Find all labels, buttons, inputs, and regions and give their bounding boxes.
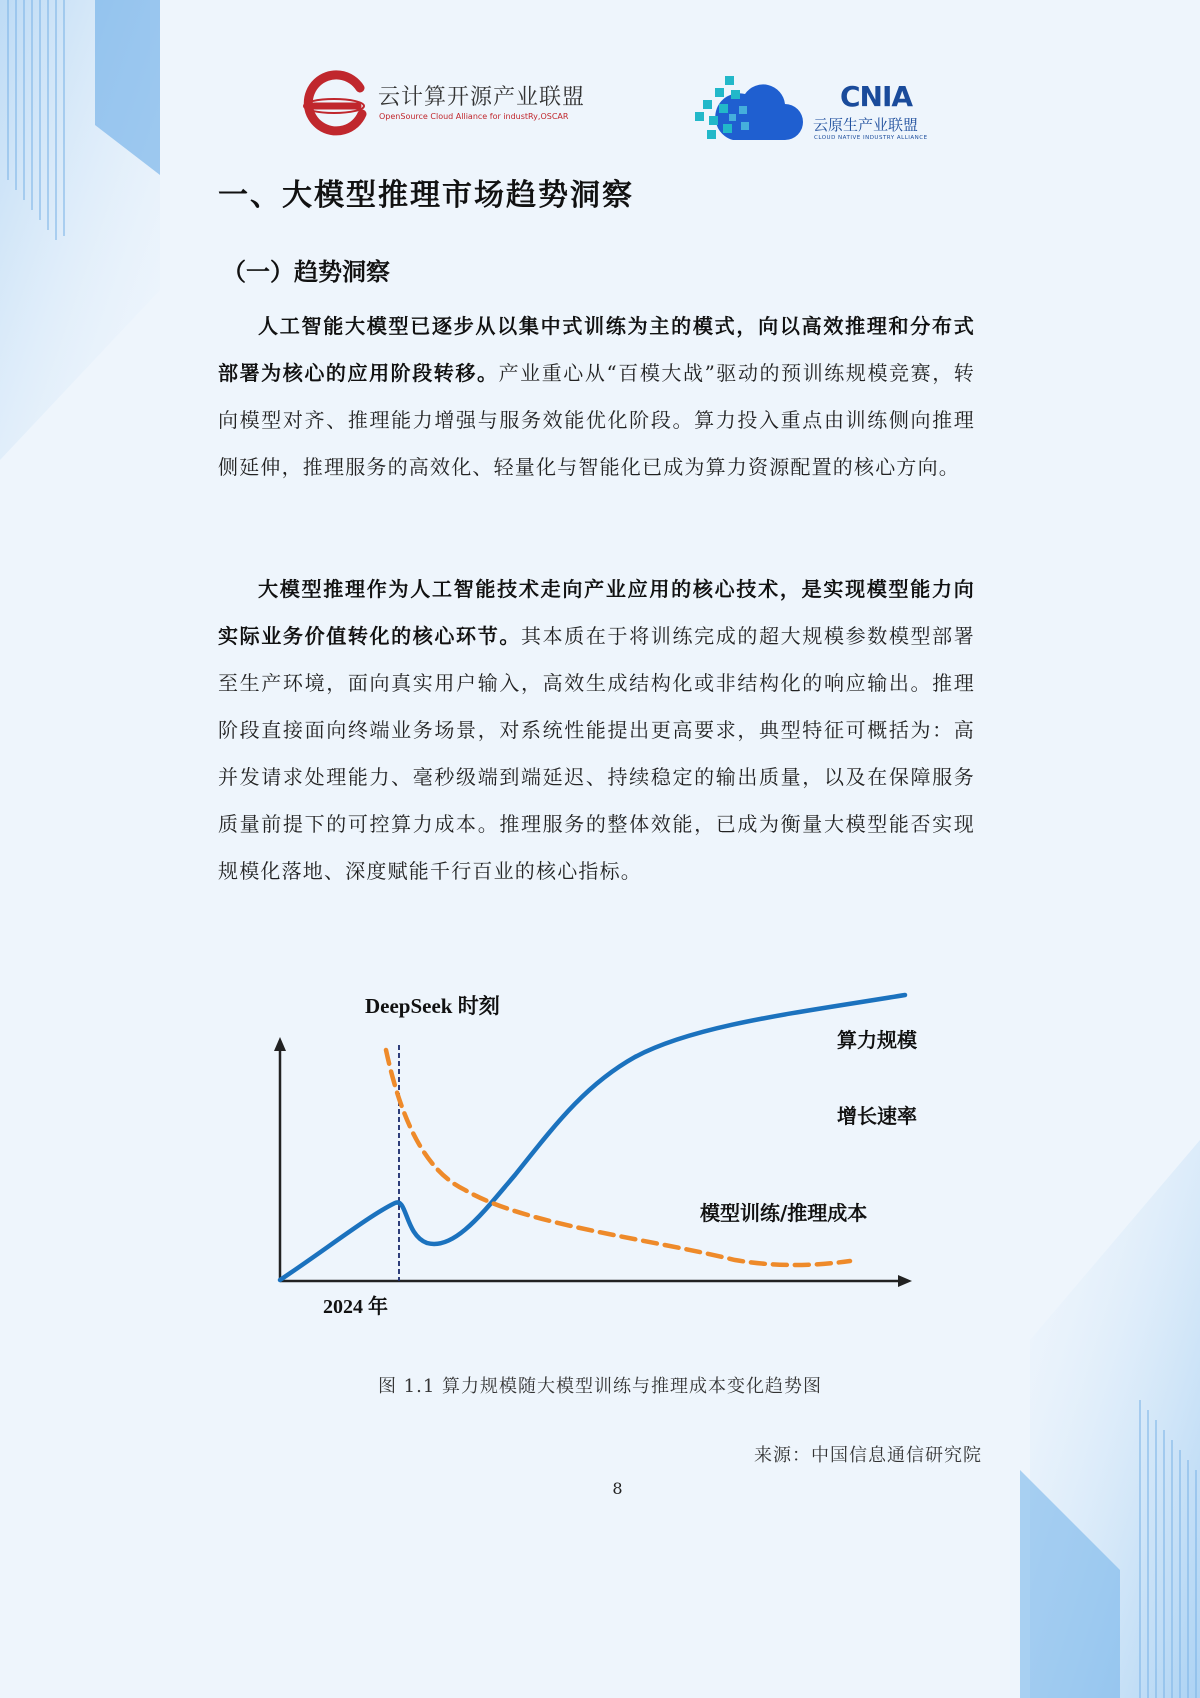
year-label: 2024 年	[323, 1296, 388, 1318]
y-axis-arrow-icon	[274, 1037, 286, 1051]
deepseek-moment-label: DeepSeek 时刻	[365, 994, 500, 1018]
oscar-logo	[300, 68, 620, 140]
oscar-logo-text: 云计算开源产业联盟	[378, 85, 586, 110]
cnia-logo-subtext: CLOUD NATIVE INDUSTRY ALLIANCE	[814, 135, 928, 141]
cloud-pixel-icon	[693, 72, 803, 144]
trend-diagram	[255, 975, 955, 1325]
paragraph-1-body: 产业重心从“百模大战”驱动的预训练规模竞赛，转向模型对齐、推理能力增强与服务效能优化阶段。算力投入重点由训练侧向推理侧延伸，推理服务的高效化、轻量化与智能化已成为算力资源配置的核心方向。	[218, 361, 975, 479]
paragraph-1-lead: 人工智能大模型已逐步从以集中式训练为主的模式，向以高效推理和分布式部署为核心的应用阶段转移。	[218, 314, 975, 385]
cnia-logo-text: 云原生产业联盟	[813, 116, 919, 134]
paragraph-1	[218, 303, 975, 491]
trend-figure	[255, 975, 955, 1325]
cnia-logo-title: CNIA	[840, 80, 913, 113]
compute-label-line1: 算力规模	[837, 1028, 917, 1052]
paragraph-2-body: 其本质在于将训练完成的超大规模参数模型部署至生产环境，面向真实用户输入，高效生成结构化或非结构化的响应输出。推理阶段直接面向终端业务场景，对系统性能提出更高要求，典型特征可概括为：高并发请求处理能力、毫秒级端到端延迟、持续稳定的输出质量，以及在保障服务质量前提下的可控算力成本。推理服务的整体效能，已成为衡量大模型能否实现规模化落地、深度赋能千行百业的核心指标。	[218, 624, 975, 883]
oscar-logo-subtext: OpenSource Cloud Alliance for industRy,OSCAR	[379, 112, 569, 121]
cnia-logo	[693, 68, 943, 148]
page-number: 8	[612, 1479, 623, 1498]
section-title: 一、大模型推理市场趋势洞察	[218, 178, 634, 213]
cost-decline-curve	[386, 1050, 850, 1265]
paragraph-2-lead: 大模型推理作为人工智能技术走向产业应用的核心技术，是实现模型能力向实际业务价值转化的核心环节。	[218, 577, 975, 648]
x-axis-arrow-icon	[898, 1275, 912, 1287]
bottom-right-decoration	[1000, 1140, 1200, 1698]
figure-source: 来源：中国信息通信研究院	[754, 1445, 982, 1466]
oscar-emblem-icon	[300, 68, 372, 140]
compute-label-line2: 增长速率	[837, 1104, 917, 1128]
compute-growth-curve	[280, 995, 905, 1280]
subsection-title: （一）趋势洞察	[222, 257, 390, 286]
paragraph-2	[218, 566, 975, 895]
cost-label: 模型训练/推理成本	[700, 1201, 868, 1225]
figure-caption: 图 1.1 算力规模随大模型训练与推理成本变化趋势图	[377, 1376, 823, 1397]
page-header	[0, 68, 1200, 148]
